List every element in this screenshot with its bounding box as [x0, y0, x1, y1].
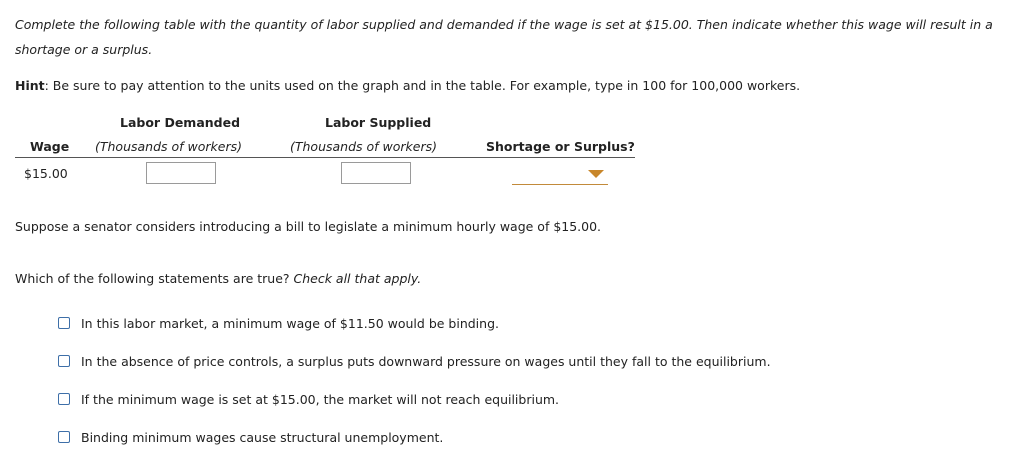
header-labor-demanded: Labor Demanded: [120, 115, 241, 130]
shortage-surplus-dropdown[interactable]: [512, 168, 608, 185]
wage-cell: $15.00: [24, 166, 68, 181]
question-prompt: Which of the following statements are true?: [15, 271, 294, 286]
option-label: Binding minimum wages cause structural unemployment.: [81, 430, 444, 445]
caret-down-icon: [588, 170, 604, 178]
hint-body: : Be sure to pay attention to the units used on the graph and in the table. For example, type in 100 for 100,000 workers.: [44, 78, 801, 93]
header-wage: Wage: [30, 139, 70, 154]
header-demanded-units: (Thousands of workers): [95, 139, 243, 154]
header-labor-supplied: Labor Supplied: [325, 115, 432, 130]
instructions-text: Complete the following table with the quantity of labor supplied and demanded if the wage is set at $15.00. Then indicate whether this wage will result in a shortage or a surplus.: [15, 17, 993, 57]
senator-text: Suppose a senator considers introducing a bill to legislate a minimum hourly wage of $15.00.: [15, 219, 602, 234]
checkbox[interactable]: [58, 393, 70, 405]
checkbox[interactable]: [58, 355, 70, 367]
hint-text: [15, 78, 800, 93]
header-shortage-surplus: Shortage or Surplus?: [486, 139, 635, 154]
option-label: If the minimum wage is set at $15.00, the market will not reach equilibrium.: [81, 392, 560, 407]
checkbox[interactable]: [58, 317, 70, 329]
labor-demanded-input[interactable]: [146, 162, 216, 184]
option-label: In this labor market, a minimum wage of $11.50 would be binding.: [81, 316, 499, 331]
checkbox[interactable]: [58, 431, 70, 443]
header-supplied-units: (Thousands of workers): [290, 139, 438, 154]
question-instruction: Check all that apply.: [293, 271, 422, 286]
hint-label: Hint: [15, 78, 45, 93]
labor-supplied-input[interactable]: [341, 162, 411, 184]
question-text: [15, 271, 421, 286]
option-label: In the absence of price controls, a surplus puts downward pressure on wages until they fall to the equilibrium.: [81, 354, 771, 369]
table-header-divider: [15, 157, 635, 158]
